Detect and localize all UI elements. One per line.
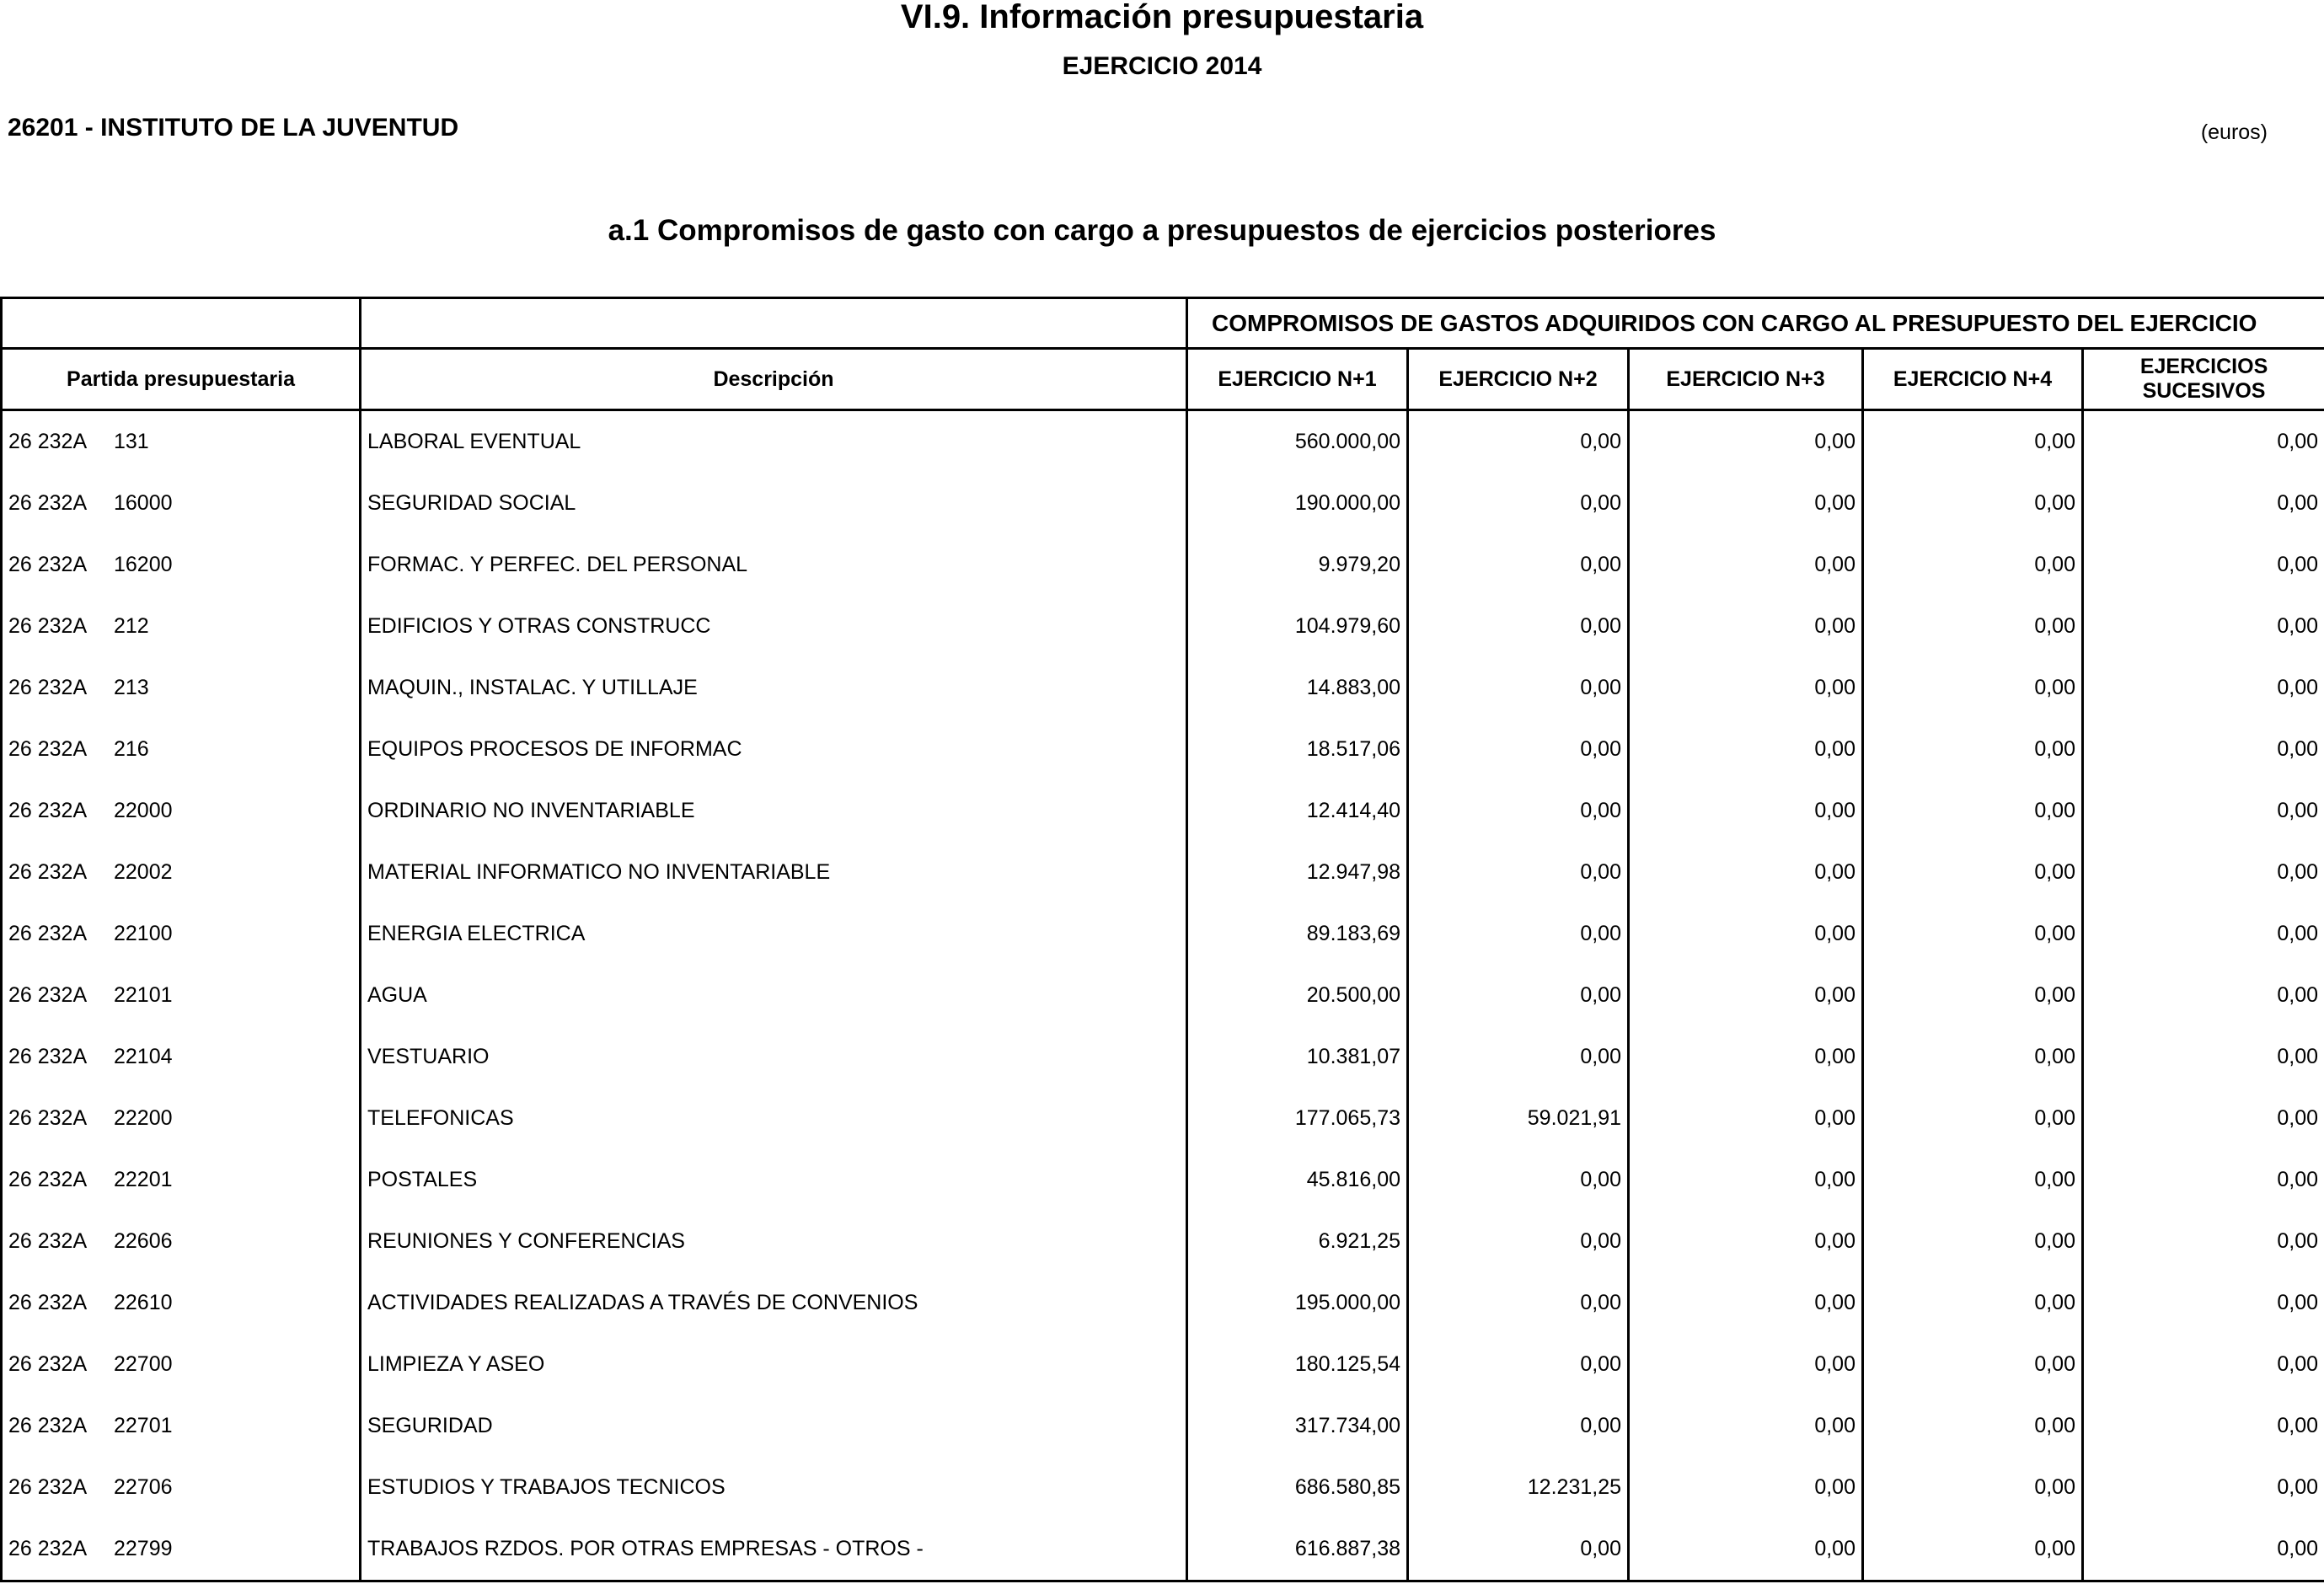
column-header-partida: Partida presupuestaria bbox=[2, 349, 361, 410]
cell-n3: 0,00 bbox=[1629, 596, 1863, 657]
cell-n1: 12.414,40 bbox=[1187, 780, 1408, 842]
cell-descripcion: TRABAJOS RZDOS. POR OTRAS EMPRESAS - OTROS - bbox=[361, 1518, 1187, 1581]
cell-sucesivos: 0,00 bbox=[2083, 534, 2324, 596]
cell-n4: 0,00 bbox=[1863, 410, 2083, 474]
commitments-group-header: COMPROMISOS DE GASTOS ADQUIRIDOS CON CARGO AL PRESUPUESTO DEL EJERCICIO bbox=[1187, 298, 2324, 349]
page-subtitle: EJERCICIO 2014 bbox=[1062, 52, 1262, 80]
cell-n1: 317.734,00 bbox=[1187, 1395, 1408, 1457]
cell-n4: 0,00 bbox=[1863, 903, 2083, 965]
currency-units: (euros) bbox=[2200, 120, 2268, 144]
cell-descripcion: VESTUARIO bbox=[361, 1026, 1187, 1088]
cell-concepto: 212 bbox=[114, 614, 149, 638]
cell-n1: 12.947,98 bbox=[1187, 842, 1408, 903]
column-header-row bbox=[2, 349, 2324, 410]
cell-n1: 190.000,00 bbox=[1187, 473, 1408, 534]
cell-programa: 26 232A bbox=[8, 553, 88, 576]
cell-concepto: 216 bbox=[114, 737, 149, 761]
table-row bbox=[2, 596, 2324, 657]
cell-n2: 0,00 bbox=[1408, 965, 1629, 1026]
cell-n2: 0,00 bbox=[1408, 657, 1629, 719]
cell-sucesivos: 0,00 bbox=[2083, 410, 2324, 474]
cell-n1: 104.979,60 bbox=[1187, 596, 1408, 657]
cell-sucesivos: 0,00 bbox=[2083, 842, 2324, 903]
cell-concepto: 22610 bbox=[114, 1291, 173, 1314]
cell-partida bbox=[2, 1211, 361, 1272]
cell-sucesivos: 0,00 bbox=[2083, 965, 2324, 1026]
cell-sucesivos: 0,00 bbox=[2083, 1272, 2324, 1334]
cell-n3: 0,00 bbox=[1629, 1395, 1863, 1457]
column-header-n3: EJERCICIO N+3 bbox=[1629, 349, 1863, 410]
cell-programa: 26 232A bbox=[8, 430, 88, 453]
organization-name: 26201 - INSTITUTO DE LA JUVENTUD bbox=[8, 114, 459, 142]
cell-n3: 0,00 bbox=[1629, 410, 1863, 474]
page-title: VI.9. Información presupuestaria bbox=[900, 0, 1424, 35]
cell-concepto: 22606 bbox=[114, 1229, 173, 1253]
cell-n4: 0,00 bbox=[1863, 1518, 2083, 1581]
cell-n3: 0,00 bbox=[1629, 473, 1863, 534]
table-row bbox=[2, 1026, 2324, 1088]
cell-descripcion: MAQUIN., INSTALAC. Y UTILLAJE bbox=[361, 657, 1187, 719]
cell-sucesivos: 0,00 bbox=[2083, 1518, 2324, 1581]
cell-partida bbox=[2, 1457, 361, 1518]
cell-n3: 0,00 bbox=[1629, 1518, 1863, 1581]
column-header-n2: EJERCICIO N+2 bbox=[1408, 349, 1629, 410]
cell-n4: 0,00 bbox=[1863, 1149, 2083, 1211]
cell-n2: 0,00 bbox=[1408, 473, 1629, 534]
cell-n4: 0,00 bbox=[1863, 534, 2083, 596]
cell-n2: 0,00 bbox=[1408, 903, 1629, 965]
cell-n4: 0,00 bbox=[1863, 596, 2083, 657]
cell-n1: 560.000,00 bbox=[1187, 410, 1408, 474]
cell-concepto: 22104 bbox=[114, 1045, 173, 1068]
cell-sucesivos: 0,00 bbox=[2083, 903, 2324, 965]
cell-descripcion: ORDINARIO NO INVENTARIABLE bbox=[361, 780, 1187, 842]
cell-sucesivos: 0,00 bbox=[2083, 1149, 2324, 1211]
table-row bbox=[2, 780, 2324, 842]
cell-sucesivos: 0,00 bbox=[2083, 719, 2324, 780]
cell-n1: 6.921,25 bbox=[1187, 1211, 1408, 1272]
cell-n3: 0,00 bbox=[1629, 1457, 1863, 1518]
cell-programa: 26 232A bbox=[8, 1168, 88, 1191]
cell-partida bbox=[2, 1518, 361, 1581]
cell-n3: 0,00 bbox=[1629, 1149, 1863, 1211]
cell-partida bbox=[2, 1149, 361, 1211]
cell-programa: 26 232A bbox=[8, 799, 88, 822]
cell-n3: 0,00 bbox=[1629, 657, 1863, 719]
cell-partida bbox=[2, 1088, 361, 1149]
cell-n2: 0,00 bbox=[1408, 1149, 1629, 1211]
cell-descripcion: TELEFONICAS bbox=[361, 1088, 1187, 1149]
cell-descripcion: LABORAL EVENTUAL bbox=[361, 410, 1187, 474]
cell-n4: 0,00 bbox=[1863, 719, 2083, 780]
cell-partida bbox=[2, 1272, 361, 1334]
cell-concepto: 22799 bbox=[114, 1537, 173, 1560]
cell-programa: 26 232A bbox=[8, 1414, 88, 1437]
cell-partida bbox=[2, 657, 361, 719]
cell-partida bbox=[2, 719, 361, 780]
cell-n1: 177.065,73 bbox=[1187, 1088, 1408, 1149]
table-row bbox=[2, 534, 2324, 596]
cell-programa: 26 232A bbox=[8, 1106, 88, 1130]
cell-concepto: 22201 bbox=[114, 1168, 173, 1191]
cell-partida bbox=[2, 780, 361, 842]
cell-programa: 26 232A bbox=[8, 922, 88, 945]
cell-n1: 686.580,85 bbox=[1187, 1457, 1408, 1518]
cell-n3: 0,00 bbox=[1629, 903, 1863, 965]
cell-n1: 20.500,00 bbox=[1187, 965, 1408, 1026]
cell-n2: 59.021,91 bbox=[1408, 1088, 1629, 1149]
cell-n2: 0,00 bbox=[1408, 842, 1629, 903]
column-header-n4: EJERCICIO N+4 bbox=[1863, 349, 2083, 410]
cell-n3: 0,00 bbox=[1629, 719, 1863, 780]
cell-concepto: 22000 bbox=[114, 799, 173, 822]
cell-concepto: 16000 bbox=[114, 491, 173, 515]
cell-sucesivos: 0,00 bbox=[2083, 1088, 2324, 1149]
table-row bbox=[2, 719, 2324, 780]
cell-n4: 0,00 bbox=[1863, 1334, 2083, 1395]
cell-partida bbox=[2, 1334, 361, 1395]
cell-concepto: 22101 bbox=[114, 983, 173, 1007]
table-row bbox=[2, 1518, 2324, 1581]
cell-concepto: 22700 bbox=[114, 1352, 173, 1376]
cell-n3: 0,00 bbox=[1629, 1026, 1863, 1088]
section-title: a.1 Compromisos de gasto con cargo a presupuestos de ejercicios posteriores bbox=[608, 214, 1716, 247]
cell-programa: 26 232A bbox=[8, 1229, 88, 1253]
cell-concepto: 22701 bbox=[114, 1414, 173, 1437]
cell-descripcion: REUNIONES Y CONFERENCIAS bbox=[361, 1211, 1187, 1272]
cell-programa: 26 232A bbox=[8, 1537, 88, 1560]
cell-descripcion: SEGURIDAD SOCIAL bbox=[361, 473, 1187, 534]
cell-descripcion: POSTALES bbox=[361, 1149, 1187, 1211]
cell-n4: 0,00 bbox=[1863, 657, 2083, 719]
column-header-sucesivos bbox=[2083, 349, 2324, 410]
budget-commitments-table bbox=[0, 297, 2324, 1582]
cell-n2: 0,00 bbox=[1408, 596, 1629, 657]
cell-n4: 0,00 bbox=[1863, 965, 2083, 1026]
table-row bbox=[2, 842, 2324, 903]
cell-n2: 0,00 bbox=[1408, 1211, 1629, 1272]
column-header-descripcion: Descripción bbox=[361, 349, 1187, 410]
cell-concepto: 22200 bbox=[114, 1106, 173, 1130]
cell-descripcion: ENERGIA ELECTRICA bbox=[361, 903, 1187, 965]
cell-sucesivos: 0,00 bbox=[2083, 596, 2324, 657]
cell-n3: 0,00 bbox=[1629, 842, 1863, 903]
cell-descripcion: AGUA bbox=[361, 965, 1187, 1026]
table-row bbox=[2, 1395, 2324, 1457]
cell-programa: 26 232A bbox=[8, 983, 88, 1007]
table-row bbox=[2, 1088, 2324, 1149]
cell-sucesivos: 0,00 bbox=[2083, 1395, 2324, 1457]
cell-concepto: 22706 bbox=[114, 1475, 173, 1499]
table-row bbox=[2, 965, 2324, 1026]
cell-n2: 12.231,25 bbox=[1408, 1457, 1629, 1518]
cell-n3: 0,00 bbox=[1629, 1334, 1863, 1395]
table-row bbox=[2, 1149, 2324, 1211]
cell-n3: 0,00 bbox=[1629, 965, 1863, 1026]
cell-descripcion: ESTUDIOS Y TRABAJOS TECNICOS bbox=[361, 1457, 1187, 1518]
table-row bbox=[2, 1211, 2324, 1272]
cell-descripcion: FORMAC. Y PERFEC. DEL PERSONAL bbox=[361, 534, 1187, 596]
cell-concepto: 131 bbox=[114, 430, 149, 453]
cell-programa: 26 232A bbox=[8, 1475, 88, 1499]
cell-n4: 0,00 bbox=[1863, 780, 2083, 842]
empty-header-cell bbox=[2, 298, 361, 349]
cell-n2: 0,00 bbox=[1408, 1026, 1629, 1088]
cell-n1: 180.125,54 bbox=[1187, 1334, 1408, 1395]
cell-programa: 26 232A bbox=[8, 1291, 88, 1314]
cell-programa: 26 232A bbox=[8, 614, 88, 638]
table-row bbox=[2, 903, 2324, 965]
cell-n1: 10.381,07 bbox=[1187, 1026, 1408, 1088]
cell-n2: 0,00 bbox=[1408, 780, 1629, 842]
cell-programa: 26 232A bbox=[8, 1352, 88, 1376]
column-header-sucesivos-line1: EJERCICIOS bbox=[2139, 355, 2268, 378]
cell-concepto: 213 bbox=[114, 676, 149, 699]
cell-programa: 26 232A bbox=[8, 1045, 88, 1068]
cell-n4: 0,00 bbox=[1863, 1457, 2083, 1518]
table-row bbox=[2, 1272, 2324, 1334]
cell-partida bbox=[2, 473, 361, 534]
cell-partida bbox=[2, 842, 361, 903]
cell-n2: 0,00 bbox=[1408, 410, 1629, 474]
cell-sucesivos: 0,00 bbox=[2083, 473, 2324, 534]
cell-descripcion: SEGURIDAD bbox=[361, 1395, 1187, 1457]
cell-n2: 0,00 bbox=[1408, 719, 1629, 780]
cell-partida bbox=[2, 596, 361, 657]
cell-concepto: 22002 bbox=[114, 860, 173, 884]
table-row bbox=[2, 1334, 2324, 1395]
cell-n3: 0,00 bbox=[1629, 1088, 1863, 1149]
empty-header-cell bbox=[361, 298, 1187, 349]
cell-programa: 26 232A bbox=[8, 737, 88, 761]
cell-descripcion: MATERIAL INFORMATICO NO INVENTARIABLE bbox=[361, 842, 1187, 903]
cell-n2: 0,00 bbox=[1408, 1518, 1629, 1581]
column-header-sucesivos-line2: SUCESIVOS bbox=[2142, 379, 2266, 403]
cell-n2: 0,00 bbox=[1408, 1334, 1629, 1395]
cell-n3: 0,00 bbox=[1629, 1272, 1863, 1334]
cell-sucesivos: 0,00 bbox=[2083, 1457, 2324, 1518]
cell-programa: 26 232A bbox=[8, 676, 88, 699]
cell-partida bbox=[2, 1026, 361, 1088]
cell-sucesivos: 0,00 bbox=[2083, 1026, 2324, 1088]
table-row bbox=[2, 1457, 2324, 1518]
cell-partida bbox=[2, 1395, 361, 1457]
column-header-n1: EJERCICIO N+1 bbox=[1187, 349, 1408, 410]
cell-programa: 26 232A bbox=[8, 491, 88, 515]
cell-n4: 0,00 bbox=[1863, 473, 2083, 534]
cell-n1: 18.517,06 bbox=[1187, 719, 1408, 780]
cell-sucesivos: 0,00 bbox=[2083, 1211, 2324, 1272]
cell-descripcion: ACTIVIDADES REALIZADAS A TRAVÉS DE CONVENIOS bbox=[361, 1272, 1187, 1334]
table-row bbox=[2, 473, 2324, 534]
cell-n1: 45.816,00 bbox=[1187, 1149, 1408, 1211]
cell-partida bbox=[2, 903, 361, 965]
cell-n4: 0,00 bbox=[1863, 1026, 2083, 1088]
cell-n2: 0,00 bbox=[1408, 1272, 1629, 1334]
cell-n1: 89.183,69 bbox=[1187, 903, 1408, 965]
cell-concepto: 16200 bbox=[114, 553, 173, 576]
cell-n4: 0,00 bbox=[1863, 1088, 2083, 1149]
cell-sucesivos: 0,00 bbox=[2083, 780, 2324, 842]
cell-n1: 9.979,20 bbox=[1187, 534, 1408, 596]
cell-partida bbox=[2, 965, 361, 1026]
cell-partida bbox=[2, 410, 361, 474]
table-row bbox=[2, 410, 2324, 474]
cell-n4: 0,00 bbox=[1863, 1211, 2083, 1272]
cell-descripcion: LIMPIEZA Y ASEO bbox=[361, 1334, 1187, 1395]
cell-partida bbox=[2, 534, 361, 596]
cell-n1: 616.887,38 bbox=[1187, 1518, 1408, 1581]
cell-n4: 0,00 bbox=[1863, 842, 2083, 903]
cell-sucesivos: 0,00 bbox=[2083, 1334, 2324, 1395]
cell-sucesivos: 0,00 bbox=[2083, 657, 2324, 719]
cell-n3: 0,00 bbox=[1629, 534, 1863, 596]
cell-n2: 0,00 bbox=[1408, 1395, 1629, 1457]
group-header-row bbox=[2, 298, 2324, 349]
cell-n4: 0,00 bbox=[1863, 1395, 2083, 1457]
cell-programa: 26 232A bbox=[8, 860, 88, 884]
cell-n3: 0,00 bbox=[1629, 1211, 1863, 1272]
cell-n4: 0,00 bbox=[1863, 1272, 2083, 1334]
table-row bbox=[2, 657, 2324, 719]
cell-n1: 14.883,00 bbox=[1187, 657, 1408, 719]
cell-n3: 0,00 bbox=[1629, 780, 1863, 842]
cell-n2: 0,00 bbox=[1408, 534, 1629, 596]
cell-concepto: 22100 bbox=[114, 922, 173, 945]
cell-n1: 195.000,00 bbox=[1187, 1272, 1408, 1334]
cell-descripcion: EQUIPOS PROCESOS DE INFORMAC bbox=[361, 719, 1187, 780]
cell-descripcion: EDIFICIOS Y OTRAS CONSTRUCC bbox=[361, 596, 1187, 657]
